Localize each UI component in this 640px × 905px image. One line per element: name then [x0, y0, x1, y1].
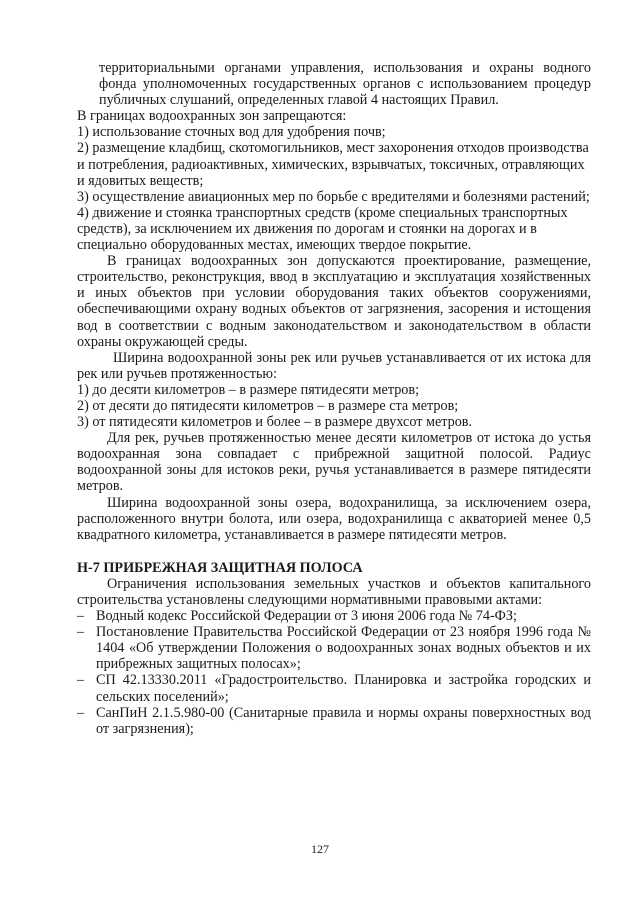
document-page	[77, 60, 591, 737]
paragraph: Для рек, ручьев протяженностью менее десяти километров от истока до устья водоохранная зона совпадает с прибрежной защитной полосой. Радиус водоохранной зоны для истоков реки, ручья устанавливается в размере пятидесяти метров.	[77, 430, 591, 495]
section-intro: Ограничения использования земельных участков и объектов капитального строительства установлены следующими нормативными правовыми актами:	[77, 575, 591, 608]
page-number: 127	[311, 842, 329, 856]
list-item: 2) от десяти до пятидесяти километров – в размере ста метров;	[77, 397, 459, 414]
regulation-item	[77, 672, 591, 704]
regulation-text: СанПиН 2.1.5.980-00 (Санитарные правила и нормы охраны поверхностных вод от загрязнения);	[96, 704, 591, 737]
dash-bullet: –	[77, 624, 85, 641]
regulation-item	[77, 624, 591, 672]
list-item: 1) использование сточных вод для удобрения почв;	[77, 124, 386, 141]
paragraph: Ширина водоохранной зоны рек или ручьев устанавливается от их истока для рек или ручьев протяженностью:	[77, 349, 591, 382]
dash-bullet: –	[77, 608, 85, 625]
regulation-item	[77, 705, 591, 737]
section-heading: Н-7 ПРИБРЕЖНАЯ ЗАЩИТНАЯ ПОЛОСА	[77, 559, 363, 576]
regulations-list	[77, 608, 591, 737]
list-item: 3) от пятидесяти километров и более – в размере двухсот метров.	[77, 414, 473, 431]
paragraph: территориальными органами управления, использования и охраны водного фонда уполномоченных государственных органов с использованием процедур публичных слушаний, определенных главой 4 настоящих Правил.	[99, 60, 591, 109]
paragraph: В границах водоохранных зон допускаются проектирование, размещение, строительство, реконструкция, ввод в эксплуатацию и эксплуатация хозяйственных и иных объектов при условии оборудования таких объектов сооружениями, обеспечивающими охрану водных объектов от загрязнения, засорения и истощения вод в соответствии с водным законодательством и законодательством в области охраны окружающей среды.	[77, 253, 591, 350]
list-item: 1) до десяти километров – в размере пятидесяти метров;	[77, 381, 420, 398]
paragraph: В границах водоохранных зон запрещаются:	[77, 108, 347, 125]
list-item: 2) размещение кладбищ, скотомогильников, мест захоронения отходов производства и потребления, радиоактивных, химических, взрывчатых, токсичных, отравляющих и ядовитых веществ;	[77, 140, 589, 189]
dash-bullet: –	[77, 672, 85, 689]
regulation-text: СП 42.13330.2011 «Градостроительство. Планировка и застройка городских и сельских поселений»;	[96, 672, 591, 705]
list-item: 3) осуществление авиационных мер по борьбе с вредителями и болезнями растений;	[77, 188, 590, 205]
regulation-text: Постановление Правительства Российской Федерации от 23 ноября 1996 года № 1404 «Об утверждении Положения о водоохранных зонах водных объектов и их прибрежных защитных полосах»;	[96, 624, 591, 673]
regulation-item	[77, 608, 591, 624]
list-item: 4) движение и стоянка транспортных средств (кроме специальных транспортных средств), за исключением их движения по дорогам и стоянки на дорогах и в специально оборудованных местах, имеющих твердое покрытие.	[77, 204, 568, 254]
paragraph: Ширина водоохранной зоны озера, водохранилища, за исключением озера, расположенного внутри болота, или озера, водохранилища с акваторией менее 0,5 квадратного километра, устанавливается в размере пятидесяти метров.	[77, 494, 591, 543]
regulation-text: Водный кодекс Российской Федерации от 3 июня 2006 года № 74-ФЗ;	[96, 608, 517, 625]
dash-bullet: –	[77, 704, 85, 721]
